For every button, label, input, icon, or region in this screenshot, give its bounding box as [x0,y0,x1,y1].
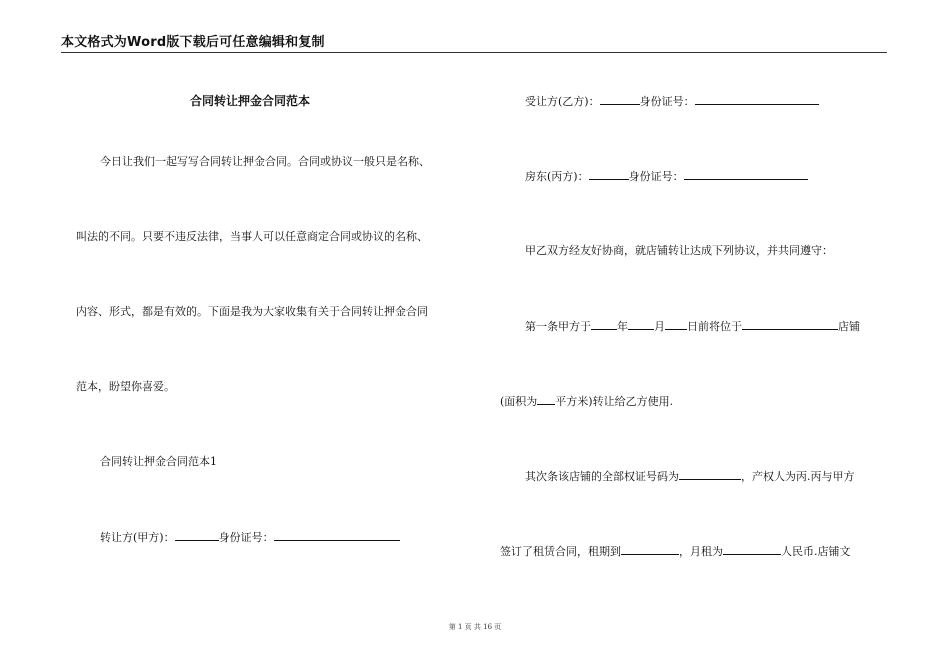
article-1-line [525,319,860,334]
transferor-name-blank[interactable] [175,530,219,541]
total-page-count: 16 [483,623,493,631]
transferor-label: 转让方(甲方)： [100,531,175,544]
article-1-text-a: 第一条甲方于 [525,320,591,333]
article-2-text-a: 其次条该店铺的全部权证号码为 [525,470,679,483]
year-blank[interactable] [591,319,617,330]
landlord-name-blank[interactable] [589,169,629,180]
intro-line-4: 范本，盼望你喜爱。 [76,380,175,393]
article-1-text-c: 月 [654,320,665,333]
transferee-id-blank[interactable] [695,94,819,105]
article-2-text-e: 人民币.店铺文 [781,545,851,558]
location-blank[interactable] [742,319,838,330]
article-2-continued [500,544,851,559]
transferee-name-blank[interactable] [600,94,640,105]
intro-line-3: 内容、形式，都是有效的。下面是我为大家收集有关于合同转让押金合同 [76,305,428,318]
landlord-id-blank[interactable] [684,169,808,180]
article-2-text-c: 签订了租赁合同，租期到 [500,545,621,558]
document-title: 合同转让押金合同范本 [190,94,311,108]
transferor-line [100,530,400,545]
article-2-text-b: ，产权人为丙.丙与甲方 [741,470,855,483]
footer-text-1: 第 [448,623,456,631]
area-blank[interactable] [537,394,555,405]
landlord-id-label: 身份证号： [628,170,684,183]
article-1-continued [500,394,673,409]
certificate-number-blank[interactable] [679,469,741,480]
article-2-line [525,469,855,484]
footer-text-2: 页 共 [464,623,481,631]
footer-text-3: 页 [494,623,502,631]
article-2-text-d: ，月租为 [679,545,723,558]
article-1-text-g: 平方米)转让给乙方使用. [555,395,674,408]
agreement-intro: 甲乙双方经友好协商，就店铺转让达成下列协议，并共同遵守： [525,244,833,257]
intro-line-2: 叫法的不同。只要不违反法律，当事人可以任意商定合同或协议的名称、 [76,230,428,243]
article-1-text-f: (面积为 [500,395,538,408]
transferee-id-label: 身份证号： [639,95,695,108]
transferee-label: 受让方(乙方)： [525,95,600,108]
current-page-number: 1 [457,623,463,631]
article-1-text-b: 年 [617,320,628,333]
landlord-label: 房东(丙方)： [525,170,589,183]
page-footer [0,623,950,632]
article-1-text-e: 店铺 [838,320,860,333]
transferor-id-label: 身份证号： [218,531,274,544]
header-text: 本文格式为Word版下载后可任意编辑和复制 [61,35,325,50]
article-1-text-d: 日前将位于 [687,320,742,333]
transferor-id-blank[interactable] [274,530,400,541]
monthly-rent-blank[interactable] [723,544,781,555]
intro-line-1: 今日让我们一起写写合同转让押金合同。合同或协议一般只是名称、 [100,155,430,168]
sample-heading: 合同转让押金合同范本1 [100,455,217,468]
month-blank[interactable] [628,319,654,330]
lease-end-blank[interactable] [621,544,679,555]
page-header [61,34,887,53]
landlord-line [525,169,808,184]
day-blank[interactable] [665,319,687,330]
transferee-line [525,94,819,109]
